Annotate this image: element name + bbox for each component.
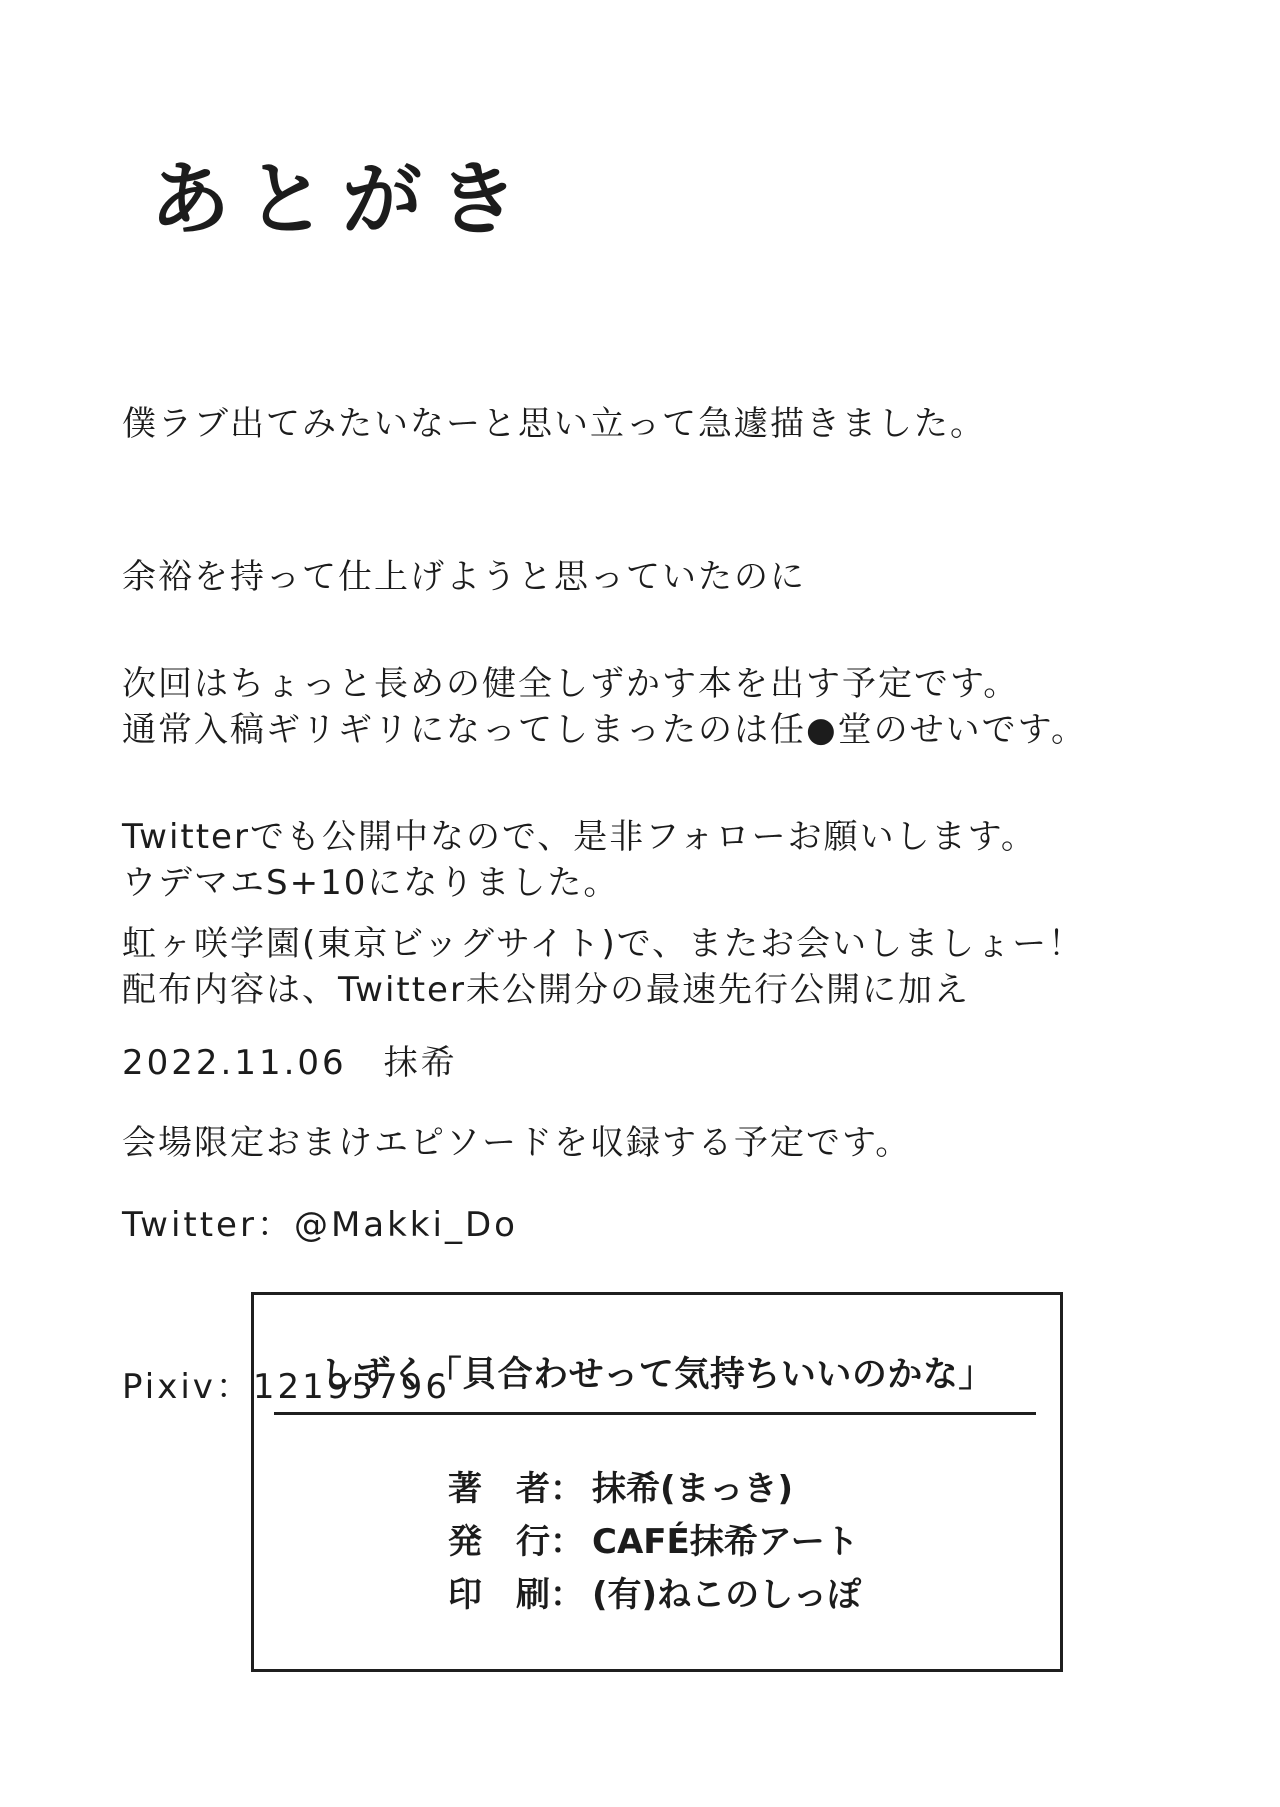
credit-twitter: Twitter：@Makki_Do <box>122 1205 518 1245</box>
credit-pixiv: Pixiv：12195796 <box>122 1367 450 1407</box>
text-line: ウデマエS+10になりました。 <box>122 863 620 903</box>
text-line: 僕ラブ出てみたいなーと思い立って急遽描きました。 <box>122 404 986 444</box>
colophon-value: 抹希(まっき) <box>592 1469 794 1509</box>
colophon-row-author <box>448 1463 861 1516</box>
colophon-label: 著 者： <box>448 1469 584 1509</box>
colophon-rows <box>448 1463 861 1622</box>
colophon-value: (有)ねこのしっぽ <box>592 1575 862 1615</box>
text-line: 通常入稿ギリギリになってしまったのは任●堂のせいです。 <box>122 710 1087 750</box>
text-line: Twitterでも公開中なので、是非フォローお願いします。 <box>122 817 1037 857</box>
colophon-value: CAFÉ抹希アート <box>592 1522 859 1562</box>
credit-date: 2022.11.06 抹希 <box>122 1043 458 1083</box>
text-line: 配布内容は、Twitter未公開分の最速先行公開に加え <box>122 970 970 1010</box>
colophon-box <box>251 1292 1063 1672</box>
text-line: 虹ヶ咲学園(東京ビッグサイト)で、またお会いしましょー！ <box>122 924 1085 964</box>
divider <box>274 1412 1036 1415</box>
text-line: 次回はちょっと長めの健全しずかす本を出す予定です。 <box>122 664 1020 704</box>
book-title: しずく「貝合わせって気持ちいいのかな」 <box>320 1355 994 1395</box>
colophon-label: 発 行： <box>448 1522 584 1562</box>
colophon-row-printer <box>448 1569 861 1622</box>
colophon-row-publisher <box>448 1516 861 1569</box>
text-line: 余裕を持って仕上げようと思っていたのに <box>122 557 806 597</box>
colophon-label: 印 刷： <box>448 1575 584 1615</box>
page-title: あとがき <box>150 153 534 246</box>
text-line: 会場限定おまけエピソードを収録する予定です。 <box>122 1123 912 1163</box>
